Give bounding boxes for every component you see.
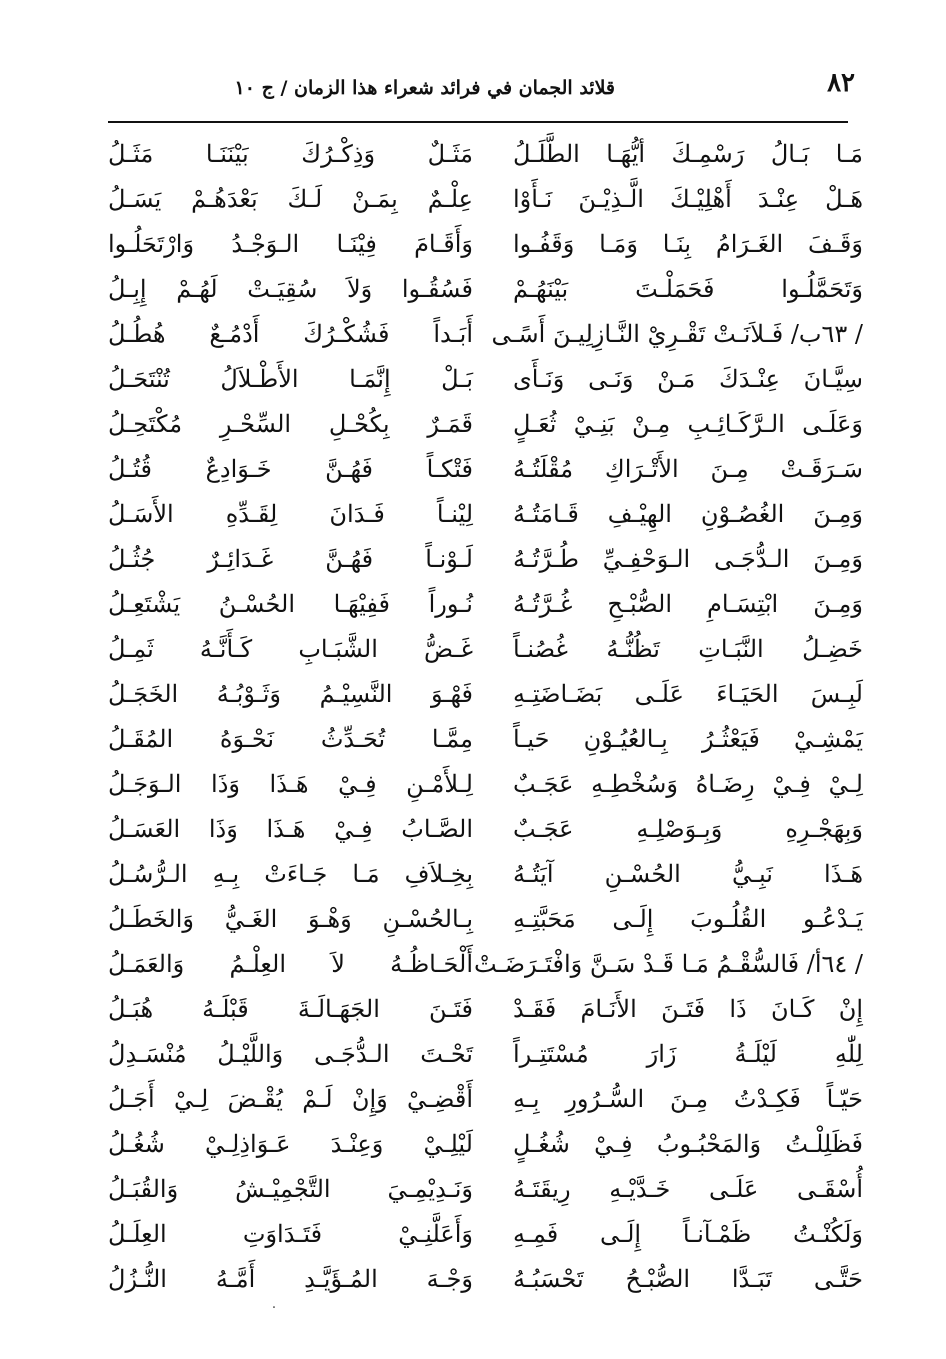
verse-second-hemistich: مِمَّـا تُحَـدِّثُ نَحْـوَهُ المُقَـلُ xyxy=(108,725,473,753)
verse-first-hemistich: سَـرَقَـتْ مِـنَ الأَتْـرَاكِ مُقْلَتُـهُ xyxy=(513,455,863,483)
verse-second-hemistich: لِيْنـاً فَـدَانَ لِقَـدِّهِ الأَسَـلُ xyxy=(108,500,473,528)
verse-line xyxy=(108,222,863,267)
verse-second-hemistich: بِـالحُسْـنِ وَهْـوَ الغَـيُّ وَالخَطَـلُ xyxy=(108,905,473,933)
verse-first-hemistich: لَبِـسَ الحَيَـاءَ عَلَـى بَضَـاضَتِـهِ xyxy=(513,680,863,708)
verse-first-hemistich: وَمِـنَ الغُصُـوْنِ الهِيْـفِ قَـامَتُـهُ xyxy=(513,500,863,528)
verse-first-hemistich: سِيَّـانَ عِنْـدَكَ مَـنْ وَنَـى وَنَـأَى xyxy=(513,365,863,393)
verse-second-hemistich: لِـلأَمْـنِ فِـيْ هَـذَا وَذَا الـوَجَـلُ xyxy=(108,770,473,798)
verse-second-hemistich: عِلْـمٌ بِمَـنْ لَـكَ بَعْدَهُـمْ يَسَـلُ xyxy=(108,185,473,213)
verse-second-hemistich: أَبَـداً فَشُكْـرُكَ أَدْمُـعٌ هُطُـلُ xyxy=(108,320,473,348)
verse-line xyxy=(108,1122,863,1167)
verse-line xyxy=(108,627,863,672)
verse-second-hemistich: فَتْكـاً فَهُـنَّ خَـوَادِعٌ قُتُـلُ xyxy=(108,455,473,483)
verse-first-hemistich: أُسْقَـى عَلَـى خَـدَّيْـهِ رِيقَتَـهُ xyxy=(513,1175,863,1203)
verse-first-hemistich: يَمْشِـيْ فَيَعْثُـرُ بِـالعُيُـوْنِ حَيـاً xyxy=(513,725,863,753)
verse-line xyxy=(108,807,863,852)
verse-first-hemistich: لِـيْ فِـيْ رِضَـاهُ وَسُخْطِـهِ عَجَـبٌ xyxy=(513,770,863,798)
verse-first-hemistich: هَـلْ عِنْـدَ أَهْلِيْـكَ الَّـذِيْـنَ نَـأَوْا xyxy=(513,185,863,213)
verse-first-hemistich: لِلّٰهِ لَيْلَـةُ زَارَ مُسْتَتِـراً xyxy=(513,1040,863,1068)
verse-second-hemistich: مَثَـلٌ وَذِكْـرُكَ بَيْنَنَـا مَثَـلُ xyxy=(108,140,473,168)
verse-line xyxy=(108,1032,863,1077)
verse-line xyxy=(108,852,863,897)
verse-line xyxy=(108,717,863,762)
verse-first-hemistich: وَعَلَـى الـرَّكَـائِـبِ مِـنْ بَنِـيْ ثُعَـلٍ xyxy=(513,410,863,438)
verse-first-hemistich: وَقَـفَ الغَـرَامُ بِنَـا وَمَـا وَقَفُـوا xyxy=(513,230,863,258)
verse-first-hemistich: حَيّـاً فَكِـدْتُ مِـنَ السُّـرُورِ بِـهِ xyxy=(513,1085,863,1113)
verse-line xyxy=(108,1257,863,1302)
verse-second-hemistich: فَسُقُـوا وَلاَ سُقِيَـتْ لَهُـمْ إِبِـلُ xyxy=(108,275,473,303)
poem-body xyxy=(108,132,863,1302)
verse-line xyxy=(108,942,863,987)
verse-line xyxy=(108,447,863,492)
verse-second-hemistich: قَمَـرٌ بِكُحْـلِ السِّحْـرِ مُكْتَحِـلُ xyxy=(108,410,473,438)
verse-line xyxy=(108,537,863,582)
verse-second-hemistich: تَحْـتَ الـدُّجَـى وَاللَّيْـلُ مُنْسَـدِلُ xyxy=(108,1040,473,1068)
verse-first-hemistich: وَمِـنَ الـدُّجَـى الـوَحْفِـيِّ طُـرَّتُـهُ xyxy=(513,545,863,573)
verse-second-hemistich: لَيْلِـيْ وَعِنْـدَ عَـوَاذِلِـيْ شُغُـلُ xyxy=(108,1130,473,1158)
verse-line xyxy=(108,762,863,807)
verse-second-hemistich: أَلْحَـاظُـهُ لاَ العِلْـمُ وَالعَمَـلُ xyxy=(108,950,473,978)
verse-second-hemistich: نُـوراً فَفِيْهَـا الحُسْـنُ يَشْتَعِـلُ xyxy=(108,590,473,618)
header-rule xyxy=(108,121,848,123)
verse-second-hemistich: أَقْضِـيْ وَإِنْ لَـمْ يُقْـضَ لِـيْ أَجَـلُ xyxy=(108,1085,473,1113)
verse-first-hemistich: مَـا بَـالُ رَسْمِـكَ أيُّهَـا الطَّلَـلُ xyxy=(513,140,863,168)
verse-second-hemistich: وَأَقَـامَ فِيْنَـا الـوَجْـدُ وَارْتَحَلُـوا xyxy=(108,230,473,258)
verse-second-hemistich: الصَّـابُ فِـيْ هَـذَا وَذَا العَسَـلُ xyxy=(108,815,473,843)
verse-line xyxy=(108,492,863,537)
verse-second-hemistich: وَجْـهَ المُـؤَيَّـدِ أَمَّـهُ النُّـزُلُ xyxy=(108,1265,473,1293)
verse-line xyxy=(108,1077,863,1122)
verse-second-hemistich: وَنَـدِيْمِـيَ التَّجْمِيْـشُ وَالقُبَـلُ xyxy=(108,1175,473,1203)
verse-second-hemistich: وَأَعَلَّنِـيْ فَتَـدَاوَتِ العِلَـلُ xyxy=(108,1220,473,1248)
verse-line xyxy=(108,132,863,177)
verse-second-hemistich: بَـلْ إِنَّمَـا الأَطْـلاَلُ تُنْتَحَـلُ xyxy=(108,365,473,393)
verse-second-hemistich: بِخِـلاَفِ مَـا جَـاءَتْ بِـهِ الـرُّسُـلُ xyxy=(108,860,473,888)
verse-first-hemistich: حَتَّـى تَبَـدَّا الصُّبْـحُ تَحْسَبُـهُ xyxy=(513,1265,863,1293)
verse-second-hemistich: فَهْـوَ النَّسِيْـمُ وَثَـوْبُـهُ الخَجَـلُ xyxy=(108,680,473,708)
verse-line xyxy=(108,402,863,447)
verse-second-hemistich: لَـوْنـاً فَهُـنَّ غَـدَائِـرٌ جُثُـلُ xyxy=(108,545,473,573)
page-number: ٨٢ xyxy=(827,68,855,98)
verse-line xyxy=(108,672,863,717)
verse-first-hemistich: هَـذَا نَبِـيُّ الحُسْـنِ آيَتُـهُ xyxy=(513,860,863,888)
verse-first-hemistich: وَبِهَجْـرِهِ وَبِـوَصْلِـهِ عَجَـبٌ xyxy=(513,815,863,843)
verse-first-hemistich: / ٦٤أ/ فَالسُّقْـمُ مَـا قَـدْ سَـنَّ وَافْتَـرَضَـتْ xyxy=(474,950,863,978)
verse-line xyxy=(108,1167,863,1212)
page-header xyxy=(105,66,855,106)
verse-first-hemistich: وَتَحَمَّلُـوا فَحَمَلْـتَ بَيْنَهُـمْ xyxy=(513,275,863,303)
verse-line xyxy=(108,987,863,1032)
verse-line xyxy=(108,357,863,402)
verse-first-hemistich: وَلَكُنْـتُ ظَمْـآنـاً إِلَـى فَمِـهِ xyxy=(513,1220,863,1248)
running-title: قلائد الجمان في فرائد شعراء هذا الزمان / ج ١٠ xyxy=(234,77,615,99)
verse-first-hemistich: / ٦٣ب/ فَـلاَنَـتْ تَقْـرِيْ النَّـازِلِيـنَ أَسًـى xyxy=(491,320,863,348)
verse-first-hemistich: وَمِـنَ ابْتِسَـامِ الصُّبْـحِ غُـرَّتُـهُ xyxy=(513,590,863,618)
bottom-mark: . xyxy=(271,1296,277,1312)
verse-line xyxy=(108,312,863,357)
verse-line xyxy=(108,267,863,312)
verse-line xyxy=(108,177,863,222)
verse-second-hemistich: فَتَـنَ الجَهَـالَـةَ قَبْلَـهُ هُبَـلُ xyxy=(108,995,473,1023)
verse-line xyxy=(108,897,863,942)
verse-first-hemistich: خَضِـلُ النَّبَـاتِ تَظُنُّـهُ غُصُنـاً xyxy=(513,635,863,663)
verse-first-hemistich: يَـدْعُـو القُلُـوبَ إِلَـى مَحَبَّتِـهِ xyxy=(513,905,863,933)
verse-first-hemistich: إِنْ كَـانَ ذَا فَتَـنَ الأَنَـامَ فَقَـدْ xyxy=(513,995,863,1023)
verse-second-hemistich: غَـضُّ الشَّبَـابِ كَـأَنَّـهُ ثَمِـلُ xyxy=(108,635,473,663)
verse-line xyxy=(108,1212,863,1257)
verse-first-hemistich: فَظَلِلْـتُ وَالمَحْبُـوبُ فِـيْ شُغُـلٍ xyxy=(513,1130,863,1158)
verse-line xyxy=(108,582,863,627)
